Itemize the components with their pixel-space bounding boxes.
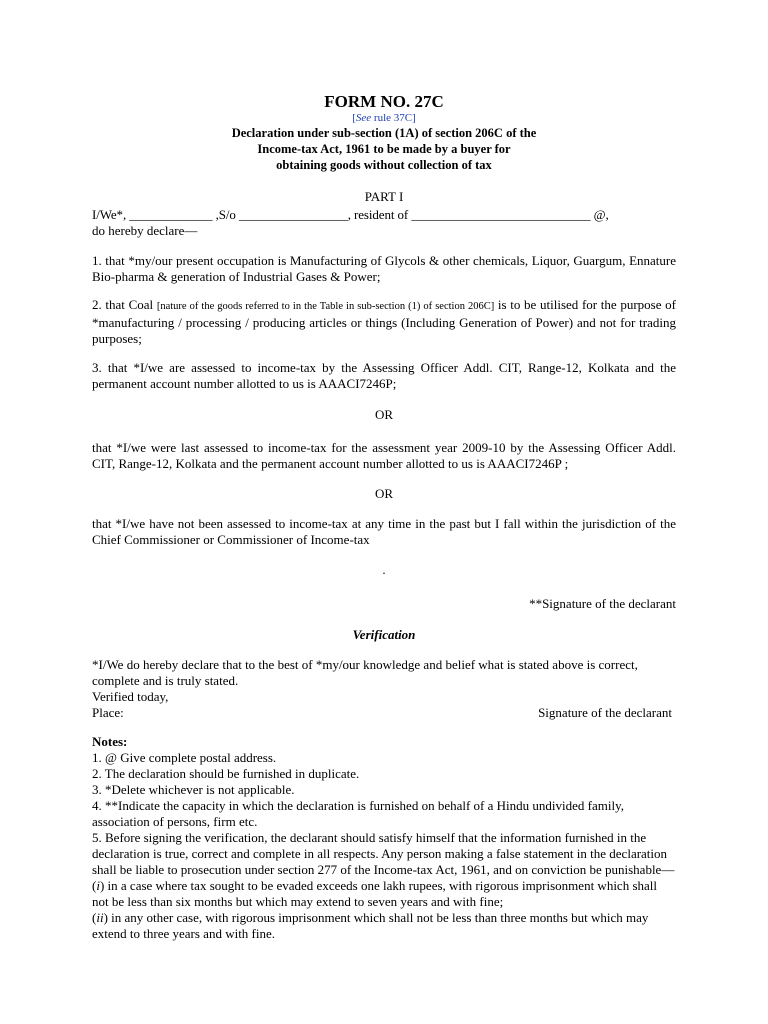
place-label: Place: bbox=[92, 705, 124, 720]
note-1: 1. @ Give complete postal address. bbox=[92, 750, 277, 765]
declaration-item-3: 3. that *I/we are assessed to income-tax by the Assessing Officer Addl. CIT, Range-12, Kolkata and the permanent account number allotted to us is AAACI7246P; bbox=[92, 360, 676, 391]
declaration-alternative-2: that *I/we have not been assessed to income-tax at any time in the past but I fall within the jurisdiction of the Chief Commissioner or Commissioner of Income-tax bbox=[92, 516, 676, 547]
place-signature-row bbox=[92, 705, 676, 721]
dot-mark: . bbox=[382, 562, 386, 577]
note-2: 2. The declaration should be furnished in duplicate. bbox=[92, 766, 360, 781]
or-separator-2: OR bbox=[374, 486, 394, 501]
verification-signature: Signature of the declarant bbox=[538, 705, 672, 720]
verification-title: Verification bbox=[352, 627, 416, 642]
note-5: 5. Before signing the verification, the declarant should satisfy himself that the information furnished in the declaration is true, correct and complete in all respects. Any person making a false statement in the declaration shall be liable to prosecution under section 277 of the Income-tax Act, 1961, and on conviction be punishable— bbox=[92, 830, 675, 877]
notes-section bbox=[92, 734, 676, 942]
note-3: 3. *Delete whichever is not applicable. bbox=[92, 782, 295, 797]
see-link[interactable]: See bbox=[355, 112, 372, 124]
or-separator-1: OR bbox=[374, 407, 394, 422]
rule-reference: [See rule 37C] bbox=[352, 112, 416, 124]
notes-title: Notes: bbox=[92, 734, 128, 749]
note-4: 4. **Indicate the capacity in which the declaration is furnished on behalf of a Hindu undivided family, association of persons, firm etc. bbox=[92, 798, 624, 829]
rule-link[interactable]: rule 37C bbox=[371, 112, 413, 124]
note-5-ii: (ii) in any other case, with rigorous imprisonment which shall not be less than three months but which may extend to three years and with fine. bbox=[92, 910, 649, 941]
verified-today: Verified today, bbox=[92, 689, 169, 704]
form-heading: Declaration under sub-section (1A) of section 206C of the Income-tax Act, 1961 to be made by a buyer for obtaining goods without collection of tax bbox=[231, 126, 537, 172]
declarant-signature: **Signature of the declarant bbox=[529, 596, 676, 611]
note-5-i: (i) in a case where tax sought to be evaded exceeds one lakh rupees, with rigorous imprisonment which shall not be less than six months but which may extend to seven years and with fine; bbox=[92, 878, 658, 909]
part-heading: PART I bbox=[364, 189, 404, 204]
form-title: FORM NO. 27C bbox=[324, 92, 444, 111]
declaration-alternative-1: that *I/we were last assessed to income-tax for the assessment year 2009-10 by the Assessing Officer Addl. CIT, Range-12, Kolkata and the permanent account number allotted to us is AAACI7246P ; bbox=[92, 440, 676, 471]
declarant-line: I/We*, _____________ ,S/o _________________, resident of ____________________________ @, do hereby declare— bbox=[92, 207, 609, 238]
declaration-item-1: 1. that *my/our present occupation is Manufacturing of Glycols & other chemicals, Liquor, Guargum, Ennature Bio-pharma & generation of Industrial Gases & Power; bbox=[92, 253, 676, 284]
declaration-item-2: 2. that Coal [nature of the goods referred to in the Table in sub-section (1) of section 206C] is to be utilised for the purpose of *manufacturing / processing / producing articles or things (Including Generation of Power) and not for trading purposes; bbox=[92, 297, 677, 346]
verification-text: *I/We do hereby declare that to the best of *my/our knowledge and belief what is stated above is correct, complete and is truly stated. bbox=[92, 657, 638, 688]
